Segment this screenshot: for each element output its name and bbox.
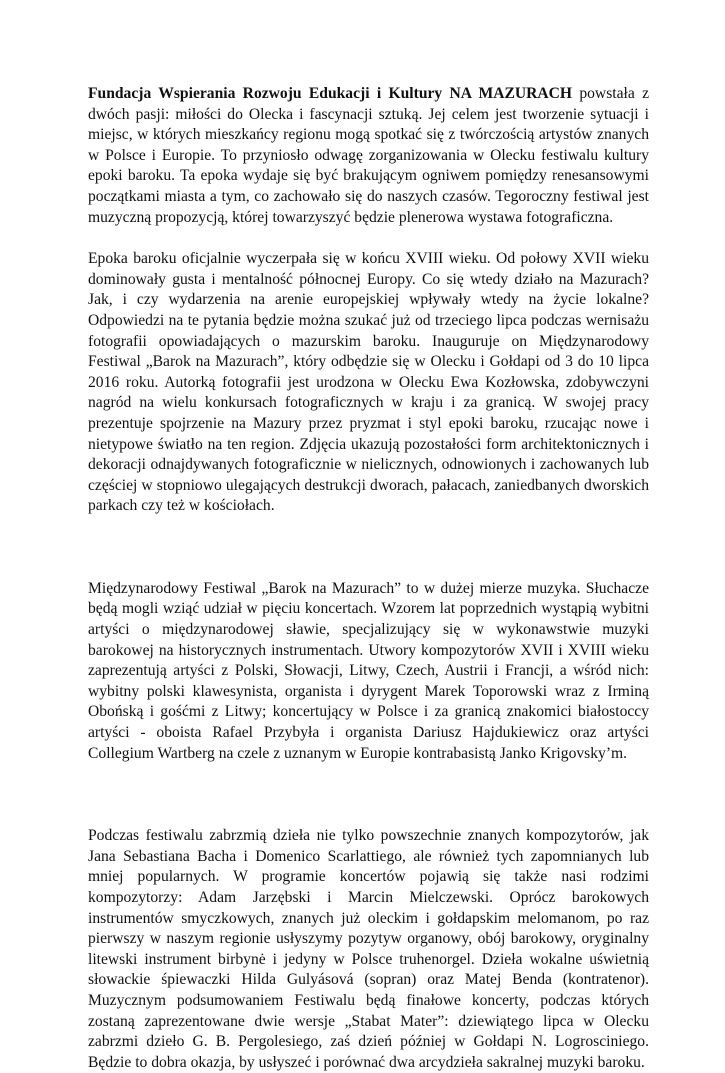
- paragraph-baroque-epoch: Epoka baroku oficjalnie wyczerpała się w końcu XVIII wieku. Od połowy XVII wieku dominowały gusta i mentalność północnej Europy. Co się wtedy działo na Mazurach? Jak, i czy wydarzenia na arenie europejskiej wpływały wtedy na życie lokalne? Odpowiedzi na te pytania będzie można szukać już od trzeciego lipca podczas wernisażu fotografii opowiadających o mazurskim baroku. Inauguruje on Międzynarodowy Festiwal „Barok na Mazurach”, który odbędzie się w Olecku i Gołdapi od 3 do 10 lipca 2016 roku. Autorką fotografii jest urodzona w Olecku Ewa Kozłowska, zdobywczyni nagród na wielu konkursach fotograficznych w kraju i za granicą. W swojej pracy prezentuje spojrzenie na Mazury przez pryzmat i styl epoki baroku, rzucając nowe i nietypowe światło na ten region. Zdjęcia ukazują pozostałości form architektonicznych i dekoracji odnajdywanych fotograficznie w nielicznych, odnowionych i zachowanych lub częściej w stopniowo ulegających destrukcji dworach, pałacach, zaniedbanych dworskich parkach czy też w kościołach.: [88, 250, 649, 515]
- paragraph-spacer: [88, 517, 649, 579]
- paragraph-intro-text: powstała z dwóch pasji: miłości do Olecka i fascynacji sztuką. Jej celem jest tworzenie sytuacji i miejsc, w których mieszkańcy regionu mogą spotkać się z twórczością artystów znanych w Polsce i Europie. To przyniosło odwagę zorganizowania w Olecku festiwalu kultury epoki baroku. Ta epoka wydaje się być brakującym ogniwem pomiędzy renesansowymi początkami miasta a tym, co zachowało się do naszych czasów. Tegoroczny festiwal jest muzyczną propozycją, której towarzyszyć będzie plenerowa wystawa fotograficzna.: [88, 85, 649, 226]
- foundation-name: Fundacja Wspierania Rozwoju Edukacji i Kultury NA MAZURACH: [88, 85, 573, 102]
- paragraph-composers: Podczas festiwalu zabrzmią dzieła nie tylko powszechnie znanych kompozytorów, jak Jana Sebastiana Bacha i Domenico Scarlattiego, ale również tych zapomnianych lub mniej popularnych. W programie koncertów pojawią się także nasi rodzimi kompozytorzy: Adam Jarzębski i Marcin Mielczewski. Oprócz barokowych instrumentów smyczkowych, znanych już oleckim i gołdapskim melomanom, po raz pierwszy w naszym regionie usłyszymy pozytyw organowy, obój barokowy, oryginalny litewski instrument birbynė i jedyny w Polsce truhenorgel. Dzieła wokalne uświetnią słowackie śpiewaczki Hilda Gulyásová (sopran) oraz Matej Benda (kontratenor). Muzycznym podsumowaniem Festiwalu będą finałowe koncerty, podczas których zostaną zaprezentowane dwie wersje „Stabat Mater”: dziewiątego lipca w Olecku zabrzmi dzieło G. B. Pergolesiego, zaś dzień później w Gołdapi N. Logrosciniego. Będzie to dobra okazja, by usłyszeć i porównać dwa arcydzieła sakralnej muzyki baroku.: [88, 827, 649, 1071]
- paragraph-festival-music: Międzynarodowy Festiwal „Barok na Mazurach” to w dużej mierze muzyka. Słuchacze będą mogli wziąć udział w pięciu koncertach. Wzorem lat poprzednich wystąpią wybitni artyści o międzynarodowej sławie, specjalizujący się w wykonawstwie muzyki barokowej na historycznych instrumentach. Utwory kompozytorów XVII i XVIII wieku zaprezentują artyści z Polski, Słowacji, Litwy, Czech, Austrii i Francji, a wśród nich: wybitny polski klawesynista, organista i dyrygent Marek Toporowski wraz z Irminą Obońską i gośćmi z Litwy; koncertujący w Polsce i za granicą znakomici białostoccy artyści - oboista Rafael Przybyła i organista Dariusz Hajdukiewicz oraz artyści Collegium Wartberg na czele z uznanym w Europie kontrabasistą Janko Krigovsky’m.: [88, 579, 649, 762]
- paragraph-spacer: [88, 228, 649, 249]
- paragraph-spacer: [88, 764, 649, 826]
- paragraph-intro: [88, 84, 649, 228]
- document-page: [88, 84, 649, 1073]
